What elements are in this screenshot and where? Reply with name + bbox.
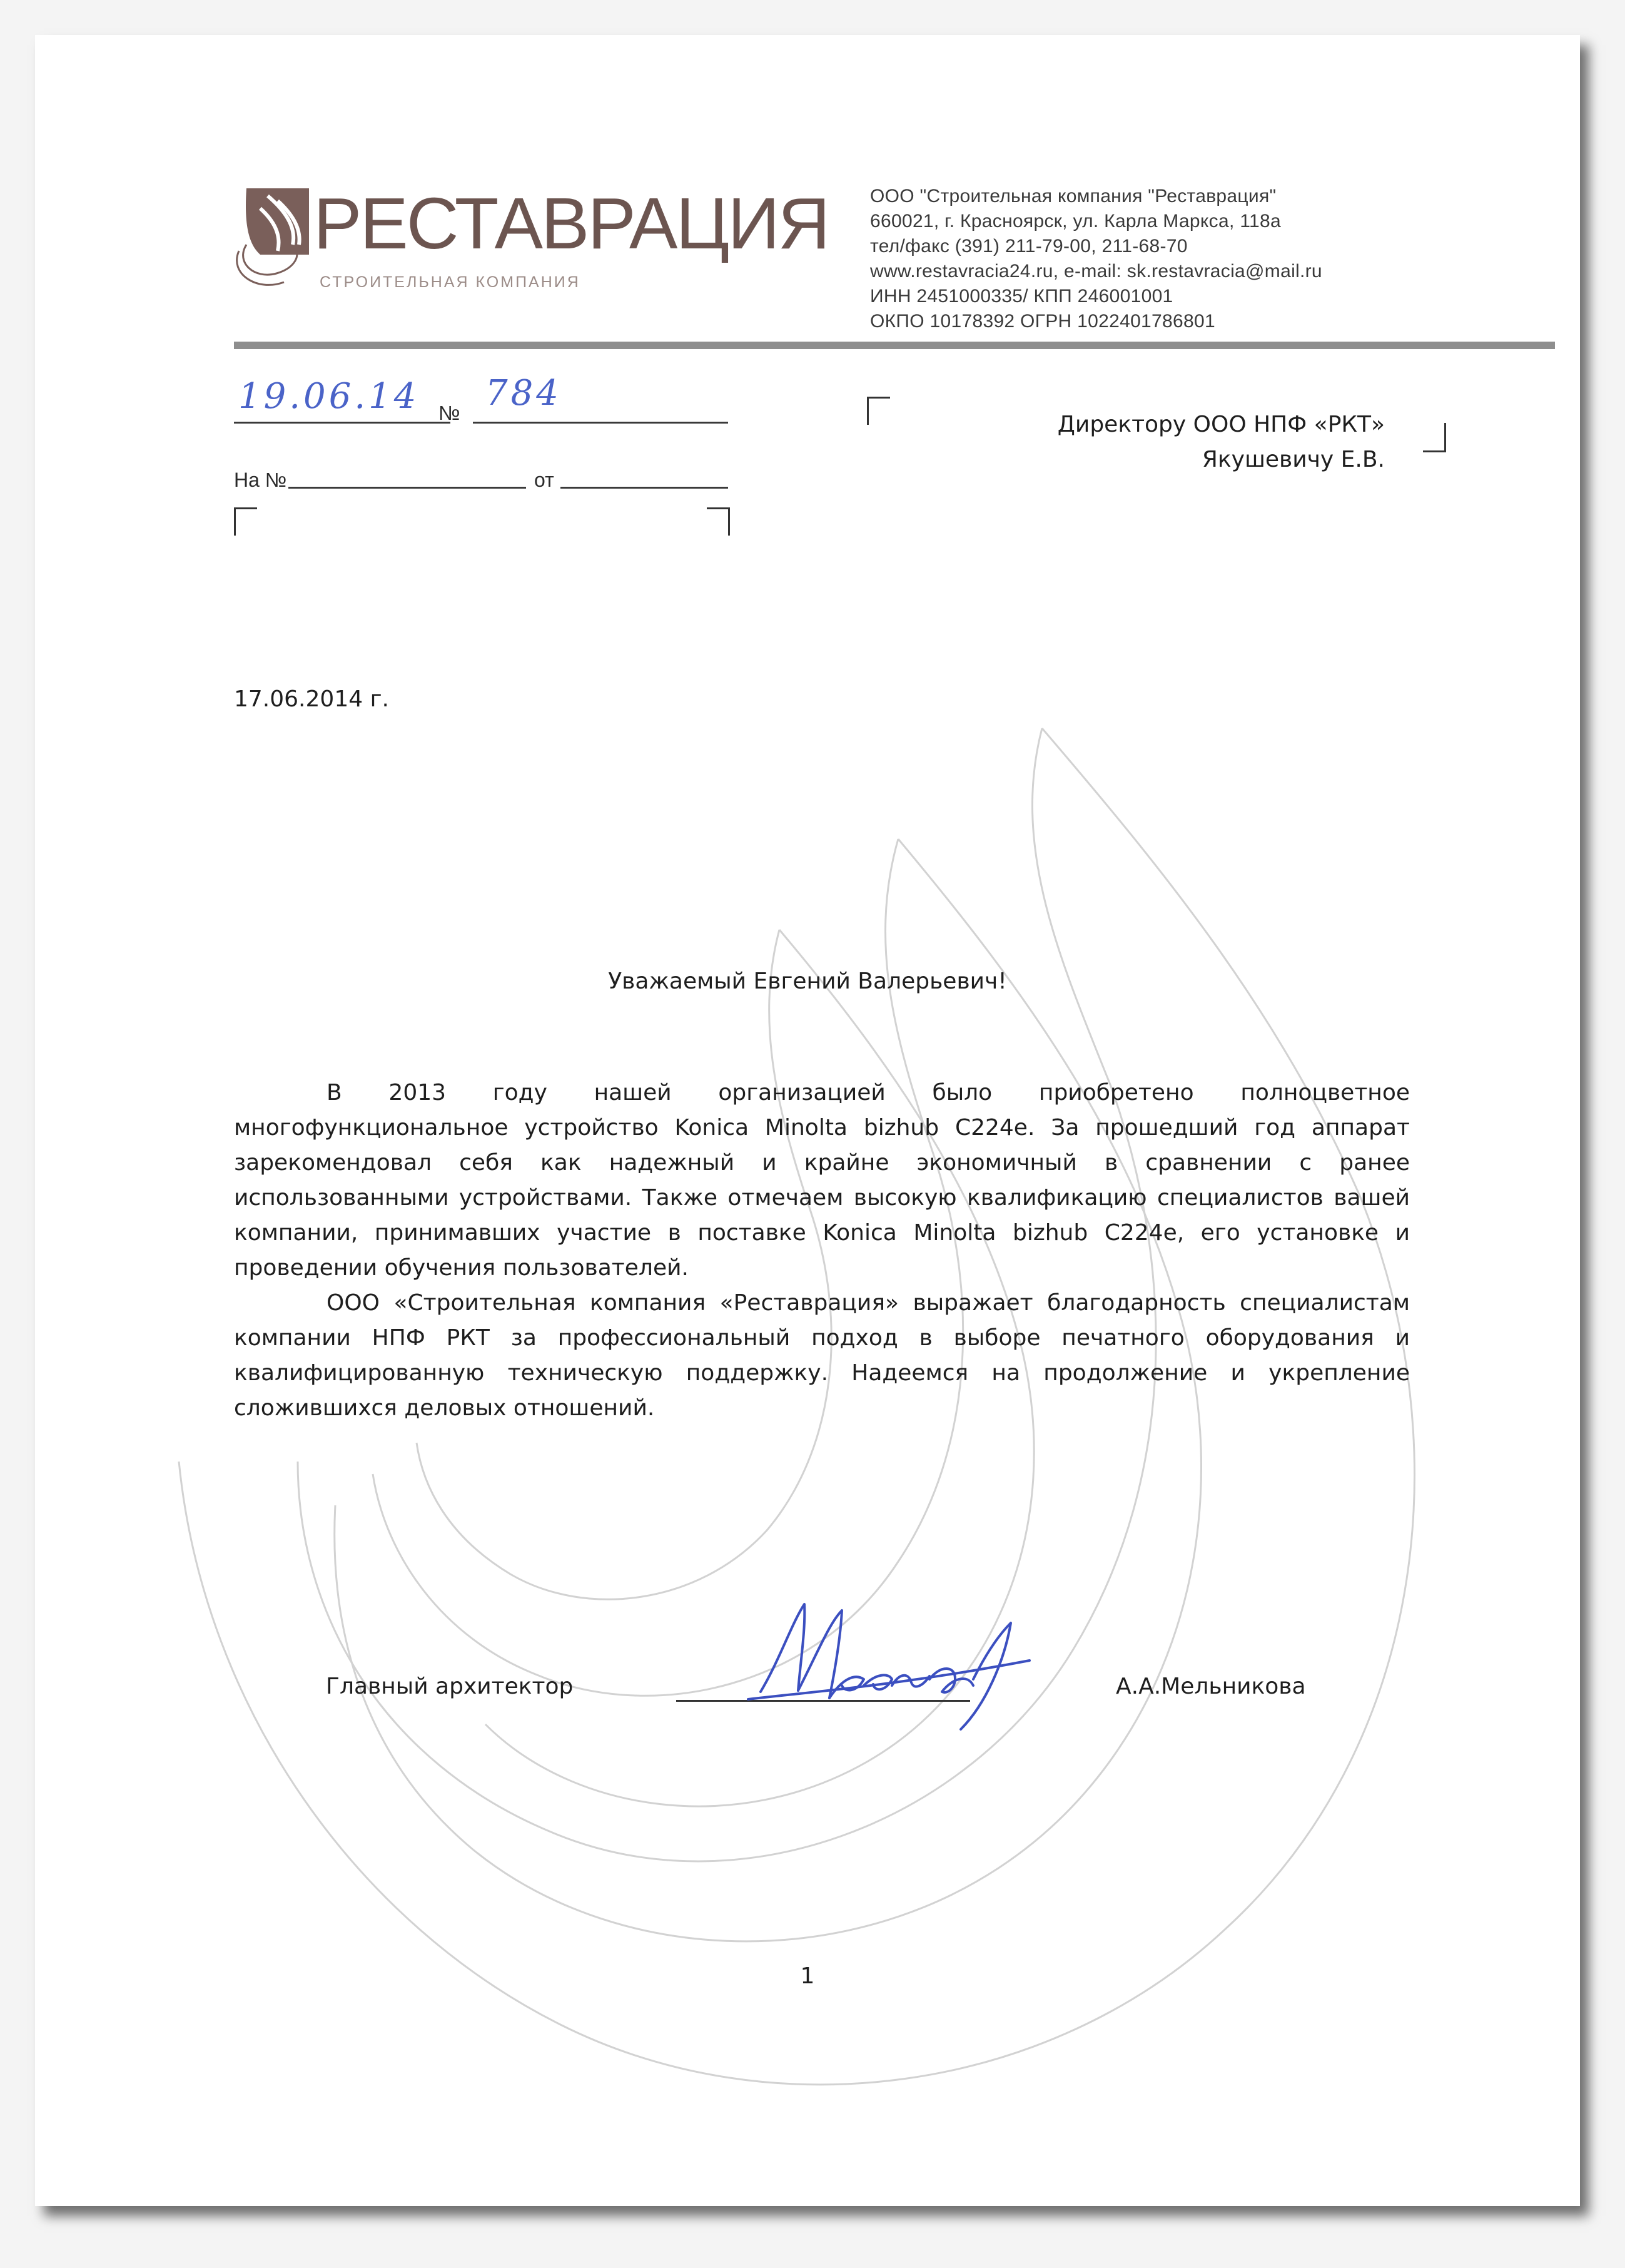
page-number: 1 <box>800 1963 815 1989</box>
addressee-block <box>1058 407 1385 477</box>
addressee-position: Директору ООО НПФ «РКТ» <box>1057 412 1385 437</box>
greeting: Уважаемый Евгений Валерьевич! <box>608 969 1007 994</box>
company-address: 660021, г. Красноярск, ул. Карла Маркса, 118а <box>870 211 1281 231</box>
handwritten-date: 19.06.14 <box>238 376 420 417</box>
ref-number-underline <box>288 487 526 489</box>
number-label: № <box>438 402 460 424</box>
company-details <box>870 184 1322 334</box>
addressee-corner-right <box>1423 423 1446 452</box>
address-corner-left <box>234 507 257 536</box>
logo-wordmark: РЕСТАВРАЦИЯ <box>313 183 829 264</box>
number-underline <box>473 422 728 424</box>
addressee-name: Якушевичу Е.В. <box>1202 447 1385 472</box>
paragraph: В 2013 году нашей организацией было приобретено полноцветное многофункциональное устройство Konica Minolta bizhub C224e. За прошедший год аппарат зарекомендовал себя как надежный и крайне экономичный в сравнении с ранее использованными устройствами. Также отмечаем высокую квалификацию специалистов вашей компании, принимавших участие в поставке Konica Minolta bizhub C224e, его установке и проведении обучения пользователей. <box>234 1080 1410 1281</box>
date-underline <box>234 422 450 424</box>
signatory-name: А.А.Мельникова <box>1116 1674 1306 1699</box>
handwritten-number: 784 <box>485 373 562 414</box>
flame-logo-icon <box>216 151 316 295</box>
logo-tagline: СТРОИТЕЛЬНАЯ КОМПАНИЯ <box>320 273 580 291</box>
ref-from-underline <box>560 487 728 489</box>
address-corner-right <box>707 507 730 536</box>
company-phone: тел/факс (391) 211-79-00, 211-68-70 <box>870 236 1188 257</box>
company-inn: ИНН 2451000335/ КПП 246001001 <box>870 286 1173 307</box>
company-name: ООО "Строительная компания "Реставрация" <box>870 186 1277 206</box>
signatory-role: Главный архитектор <box>326 1674 574 1699</box>
header-divider <box>234 342 1555 349</box>
company-web: www.restavracia24.ru, e-mail: sk.restavracia@mail.ru <box>870 261 1322 282</box>
paragraph: ООО «Строительная компания «Реставрация» выражает благодарность специалистам компании НПФ РКТ за профессиональный подход в выборе печатного оборудования и квалифицированную техническую поддержку. Надеемся на продолжение и укрепление сложившихся деловых отношений. <box>234 1290 1410 1421</box>
letter-body <box>234 1076 1410 1426</box>
ref-from-label: от <box>534 469 554 491</box>
ref-number-label: На № <box>234 469 287 491</box>
letter-date: 17.06.2014 г. <box>234 686 389 712</box>
letter-page <box>35 35 1580 2206</box>
handwritten-signature <box>736 1585 1036 1736</box>
company-okpo: ОКПО 10178392 ОГРН 1022401786801 <box>870 311 1215 332</box>
addressee-corner-left <box>867 397 890 425</box>
company-logo <box>216 151 829 295</box>
